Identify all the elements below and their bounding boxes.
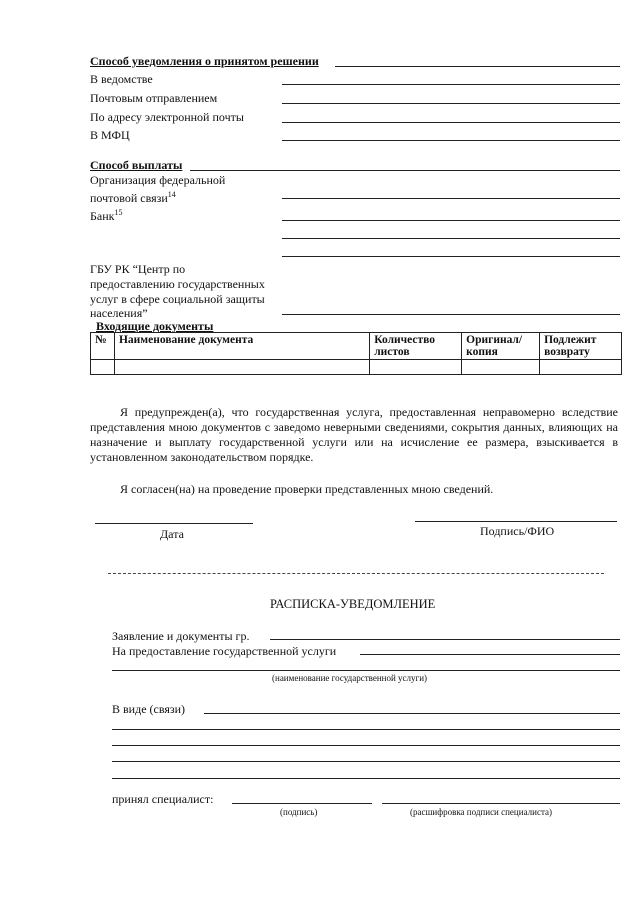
form-field-1[interactable] (204, 713, 620, 714)
payment-bank-footnote: 15 (114, 208, 123, 217)
payment-heading: Способ выплаты (90, 158, 183, 172)
payment-bank-field-2[interactable] (282, 238, 620, 239)
payment-gbu-line1: ГБУ РК “Центр по (90, 262, 186, 276)
date-label: Дата (160, 527, 184, 541)
specialist-sign-field[interactable] (232, 803, 372, 804)
cell-empty[interactable] (370, 360, 462, 375)
payment-post-footnote: 14 (167, 190, 176, 199)
payment-post-line2 (90, 188, 176, 205)
option-post-line[interactable] (282, 103, 620, 104)
col-number: № (91, 333, 115, 360)
payment-post-line1: Организация федеральной (90, 173, 226, 187)
payment-gbu-line3: услуг в сфере социальной защиты (90, 292, 265, 306)
form-field-2[interactable] (112, 729, 620, 730)
option-agency: В ведомстве (90, 72, 153, 86)
payment-post-field[interactable] (282, 198, 620, 199)
form-field-3[interactable] (112, 745, 620, 746)
payment-heading-line (190, 170, 620, 171)
notification-heading-line (335, 66, 620, 67)
form-field-4[interactable] (112, 761, 620, 762)
payment-bank-text: Банк (90, 209, 115, 223)
cell-empty[interactable] (462, 360, 540, 375)
cell-empty[interactable] (91, 360, 115, 375)
warning-paragraph: Я предупрежден(а), что государственная услуга, предоставленная неправомерно вследствие представления мною документов с заведомо неверными сведениями, сокрытия данных, влияющих на назначение и выплату государственной услуги или на исчисление ее размера, взыскивается в установленном законодательством порядке. (90, 405, 618, 464)
cell-empty[interactable] (540, 360, 622, 375)
payment-gbu-field[interactable] (282, 314, 620, 315)
col-sheets: Количество листов (370, 333, 462, 360)
payment-post-text: почтовой связи (90, 191, 168, 205)
documents-table (90, 332, 622, 375)
sign-label: Подпись/ФИО (480, 524, 555, 538)
statement-label: Заявление и документы гр. (112, 629, 250, 643)
accepted-label: принял специалист: (112, 792, 214, 806)
payment-bank (90, 206, 122, 223)
payment-gbu-line2: предоставлению государственных (90, 277, 265, 291)
service-label: На предоставление государственной услуги (112, 644, 337, 658)
option-mfc: В МФЦ (90, 128, 130, 142)
documents-heading: Входящие документы (96, 319, 214, 333)
payment-gbu-line4: населения” (90, 306, 148, 320)
service-field-2[interactable] (112, 670, 620, 671)
col-doc-name: Наименование документа (114, 333, 369, 360)
statement-field[interactable] (270, 639, 620, 640)
cut-line (108, 573, 604, 574)
specialist-name-field[interactable] (382, 803, 620, 804)
col-original: Оригинал/ копия (462, 333, 540, 360)
service-caption: (наименование государственной услуги) (272, 673, 428, 683)
payment-bank-field-3[interactable] (282, 256, 620, 257)
option-email-line[interactable] (282, 122, 620, 123)
documents-header-row (91, 333, 622, 360)
cell-empty[interactable] (114, 360, 369, 375)
option-mfc-line[interactable] (282, 140, 620, 141)
form-field-5[interactable] (112, 778, 620, 779)
form-label: В виде (связи) (112, 702, 186, 716)
option-post: Почтовым отправлением (90, 91, 218, 105)
consent-paragraph: Я согласен(на) на проведение проверки представленных мною сведений. (120, 482, 494, 496)
service-field-1[interactable] (360, 654, 620, 655)
option-agency-line[interactable] (282, 84, 620, 85)
sign-line[interactable] (415, 521, 617, 522)
decode-caption: (расшифровка подписи специалиста) (410, 807, 552, 817)
sign-caption: (подпись) (280, 807, 318, 817)
payment-bank-field-1[interactable] (282, 220, 620, 221)
option-email: По адресу электронной почты (90, 110, 244, 124)
notification-heading: Способ уведомления о принятом решении (90, 54, 319, 68)
date-line[interactable] (95, 523, 253, 524)
col-return: Подлежит возврату (540, 333, 622, 360)
documents-empty-row[interactable] (91, 360, 622, 375)
receipt-title: РАСПИСКА-УВЕДОМЛЕНИЕ (270, 597, 436, 611)
